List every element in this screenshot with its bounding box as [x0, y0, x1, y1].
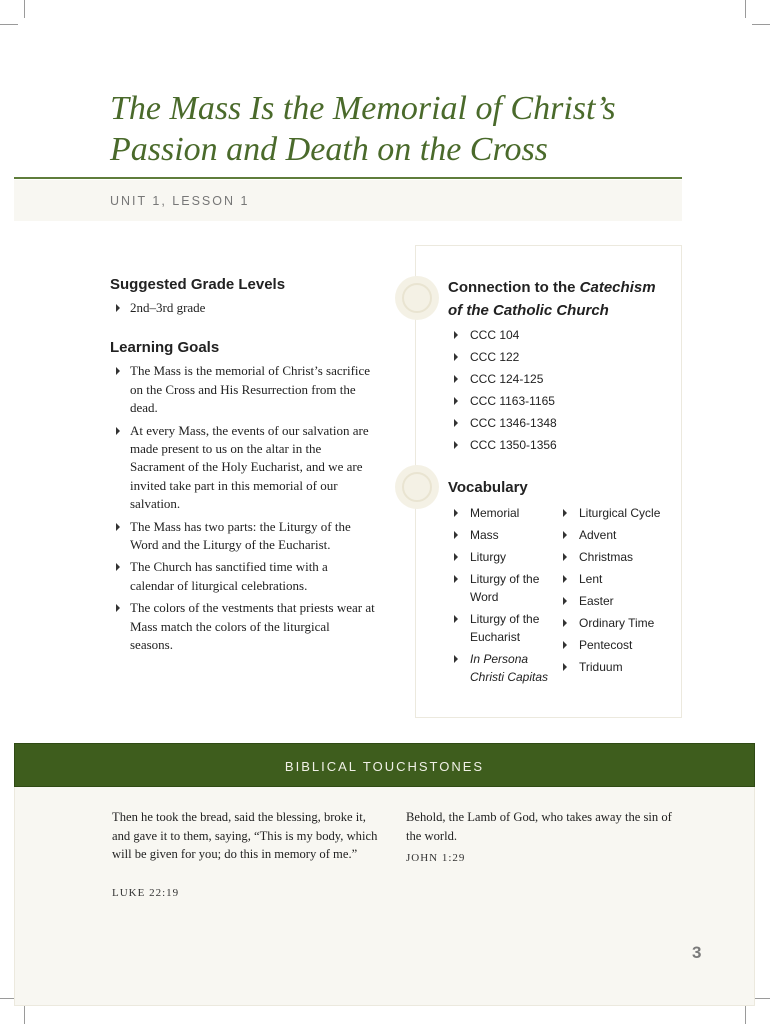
- touchstones-heading: BIBLICAL TOUCHSTONES: [284, 759, 485, 774]
- triangle-right-icon: [563, 509, 567, 517]
- learning-goals-list: [110, 362, 375, 654]
- list-item: Memorial: [448, 504, 558, 522]
- triangle-right-icon: [563, 531, 567, 539]
- triangle-right-icon: [116, 523, 120, 531]
- quote-luke: Then he took the bread, said the blessing, broke it, and gave it to them, saying, “This is my body, which will be given for you; do this in memory of me.”: [112, 810, 378, 861]
- page-title: The Mass Is the Memorial of Christ’s Passion and Death on the Cross: [110, 90, 616, 168]
- crop-mark: [0, 24, 18, 25]
- list-item: CCC 1163-1165: [448, 392, 668, 410]
- list-item: CCC 1346-1348: [448, 414, 668, 432]
- touchstones-banner: [14, 743, 755, 787]
- triangle-right-icon: [454, 655, 458, 663]
- triangle-right-icon: [563, 597, 567, 605]
- list-item: Triduum: [557, 658, 677, 676]
- crop-mark: [745, 0, 746, 18]
- reference-panel: [415, 245, 682, 718]
- list-item: CCC 122: [448, 348, 668, 366]
- list-item: The Mass has two parts: the Liturgy of the Word and the Liturgy of the Eucharist.: [110, 518, 375, 555]
- triangle-right-icon: [454, 553, 458, 561]
- triangle-right-icon: [454, 509, 458, 517]
- title-rule: [14, 177, 682, 179]
- catechism-heading: Connection to the Catechism of the Catholic Church: [448, 279, 656, 319]
- list-item: Easter: [557, 592, 677, 610]
- triangle-right-icon: [454, 397, 458, 405]
- grade-levels-heading: Suggested Grade Levels: [110, 276, 286, 293]
- triangle-right-icon: [563, 575, 567, 583]
- triangle-right-icon: [454, 353, 458, 361]
- triangle-right-icon: [454, 331, 458, 339]
- list-item: In Persona Christi Capitas: [448, 650, 558, 686]
- learning-goals-heading: Learning Goals: [110, 339, 220, 357]
- list-item: At every Mass, the events of our salvation are made present to us on the altar in the Sacrament of the Holy Eucharist, and we are invited take part in this memorial of our salvation.: [110, 422, 375, 514]
- crop-mark: [752, 24, 770, 25]
- crop-mark: [745, 1006, 746, 1024]
- list-item: Pentecost: [557, 636, 677, 654]
- triangle-right-icon: [454, 531, 458, 539]
- touchstones-panel: [14, 787, 755, 1006]
- tablet-icon: [395, 276, 439, 320]
- triangle-right-icon: [116, 367, 120, 375]
- list-item: Liturgical Cycle: [557, 504, 677, 522]
- list-item: Lent: [557, 570, 677, 588]
- triangle-right-icon: [116, 304, 120, 312]
- triangle-right-icon: [454, 375, 458, 383]
- list-item: Advent: [557, 526, 677, 544]
- list-item: Christmas: [557, 548, 677, 566]
- crop-mark: [24, 0, 25, 18]
- grade-levels-list: [110, 299, 375, 317]
- list-item: The Church has sanctified time with a calendar of liturgical celebrations.: [110, 558, 375, 595]
- triangle-right-icon: [563, 641, 567, 649]
- vocabulary-list-1: [448, 504, 558, 690]
- vocabulary-heading: Vocabulary: [448, 479, 528, 496]
- triangle-right-icon: [563, 663, 567, 671]
- list-item: CCC 124-125: [448, 370, 668, 388]
- triangle-right-icon: [454, 575, 458, 583]
- unit-band: [14, 180, 682, 221]
- quote-john: Behold, the Lamb of God, who takes away the sin of the world.: [406, 810, 672, 843]
- triangle-right-icon: [563, 553, 567, 561]
- list-item: CCC 104: [448, 326, 668, 344]
- left-column: [110, 276, 375, 673]
- triangle-right-icon: [116, 427, 120, 435]
- crop-mark: [24, 1006, 25, 1024]
- page-number: 3: [692, 943, 702, 962]
- list-item: 2nd–3rd grade: [110, 299, 375, 317]
- list-item: Liturgy: [448, 548, 558, 566]
- triangle-right-icon: [116, 604, 120, 612]
- citation-luke: LUKE 22:19: [112, 887, 180, 899]
- catechism-list: [448, 326, 668, 458]
- list-item: Mass: [448, 526, 558, 544]
- unit-label: UNIT 1, LESSON 1: [110, 194, 250, 208]
- triangle-right-icon: [454, 441, 458, 449]
- citation-john: JOHN 1:29: [406, 852, 466, 864]
- triangle-right-icon: [116, 563, 120, 571]
- list-item: CCC 1350-1356: [448, 436, 668, 454]
- vocabulary-list-2: [557, 504, 677, 680]
- list-item: Liturgy of the Word: [448, 570, 558, 606]
- list-item: Liturgy of the Eucharist: [448, 610, 558, 646]
- triangle-right-icon: [563, 619, 567, 627]
- book-icon: [395, 465, 439, 509]
- list-item: The colors of the vestments that priests wear at Mass match the colors of the liturgical seasons.: [110, 599, 375, 654]
- list-item: The Mass is the memorial of Christ’s sacrifice on the Cross and His Resurrection from the dead.: [110, 362, 375, 417]
- triangle-right-icon: [454, 615, 458, 623]
- list-item: Ordinary Time: [557, 614, 677, 632]
- triangle-right-icon: [454, 419, 458, 427]
